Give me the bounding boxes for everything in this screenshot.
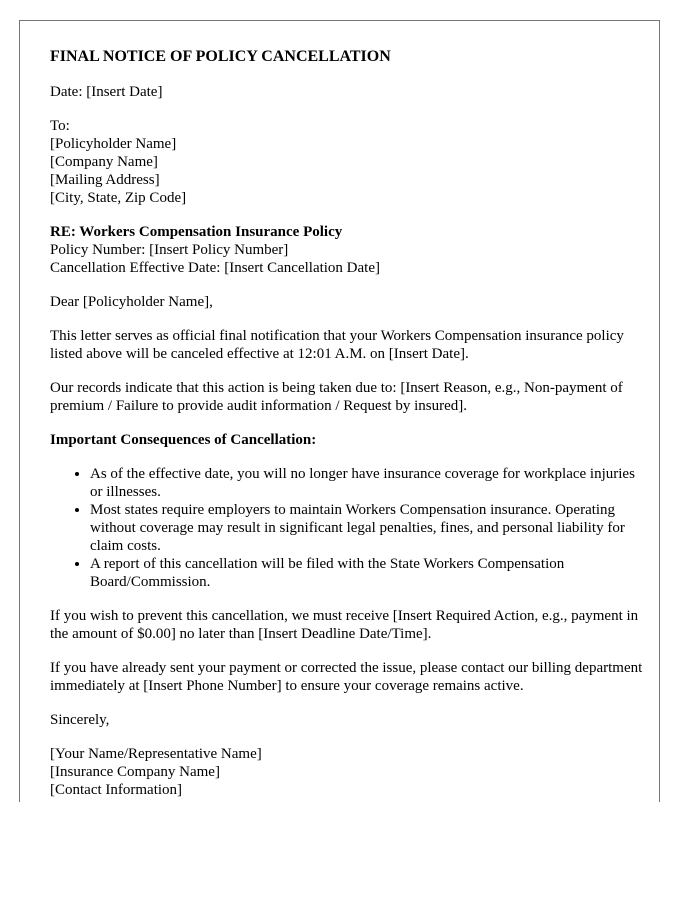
recipient-company: [Company Name] (50, 154, 158, 170)
re-block (50, 223, 650, 277)
signature-contact: [Contact Information] (50, 782, 183, 798)
paragraph-notification: This letter serves as official final notification that your Workers Compensation insurance policy listed above will be canceled effective at 12:01 A.M. on [Insert Date]. (50, 328, 624, 362)
consequences-heading: Important Consequences of Cancellation: (50, 432, 317, 448)
re-heading: RE: Workers Compensation Insurance Policy (50, 224, 343, 240)
signature-name: [Your Name/Representative Name] (50, 746, 262, 762)
letter-content (50, 47, 650, 815)
list-item: • A report of this cancellation will be filed with the State Workers Compensation Board/Commission. (90, 555, 650, 591)
paragraph-contact-billing: If you have already sent your payment or corrected the issue, please contact our billing department immediately at [Insert Phone Number] to ensure your coverage remains active. (50, 660, 643, 694)
date-line: Date: [Insert Date] (50, 84, 163, 100)
policy-number: Policy Number: [Insert Policy Number] (50, 242, 289, 258)
list-item: • As of the effective date, you will no longer have insurance coverage for workplace injuries or illnesses. (90, 465, 650, 501)
recipient-name: [Policyholder Name] (50, 136, 177, 152)
consequences-list (50, 465, 650, 591)
cancellation-effective-date: Cancellation Effective Date: [Insert Cancellation Date] (50, 260, 380, 276)
paragraph-reason: Our records indicate that this action is being taken due to: [Insert Reason, e.g., Non-payment of premium / Failure to provide audit information / Request by insured]. (50, 380, 623, 414)
signature-block (50, 745, 650, 799)
list-item: • Most states require employers to maintain Workers Compensation insurance. Operating without coverage may result in significant legal penalties, fines, and personal liability for claim costs. (90, 501, 650, 555)
salutation: Dear [Policyholder Name], (50, 294, 213, 310)
letter-page (19, 20, 660, 802)
recipient-city-state-zip: [City, State, Zip Code] (50, 190, 187, 206)
letter-title: FINAL NOTICE OF POLICY CANCELLATION (50, 48, 391, 65)
paragraph-prevent-cancellation: If you wish to prevent this cancellation, we must receive [Insert Required Action, e.g., payment in the amount of $0.00] no later than [Insert Deadline Date/Time]. (50, 608, 639, 642)
recipient-label: To: (50, 118, 70, 134)
closing: Sincerely, (50, 712, 110, 728)
recipient-address: [Mailing Address] (50, 172, 160, 188)
recipient-block (50, 117, 650, 207)
signature-company: [Insurance Company Name] (50, 764, 220, 780)
